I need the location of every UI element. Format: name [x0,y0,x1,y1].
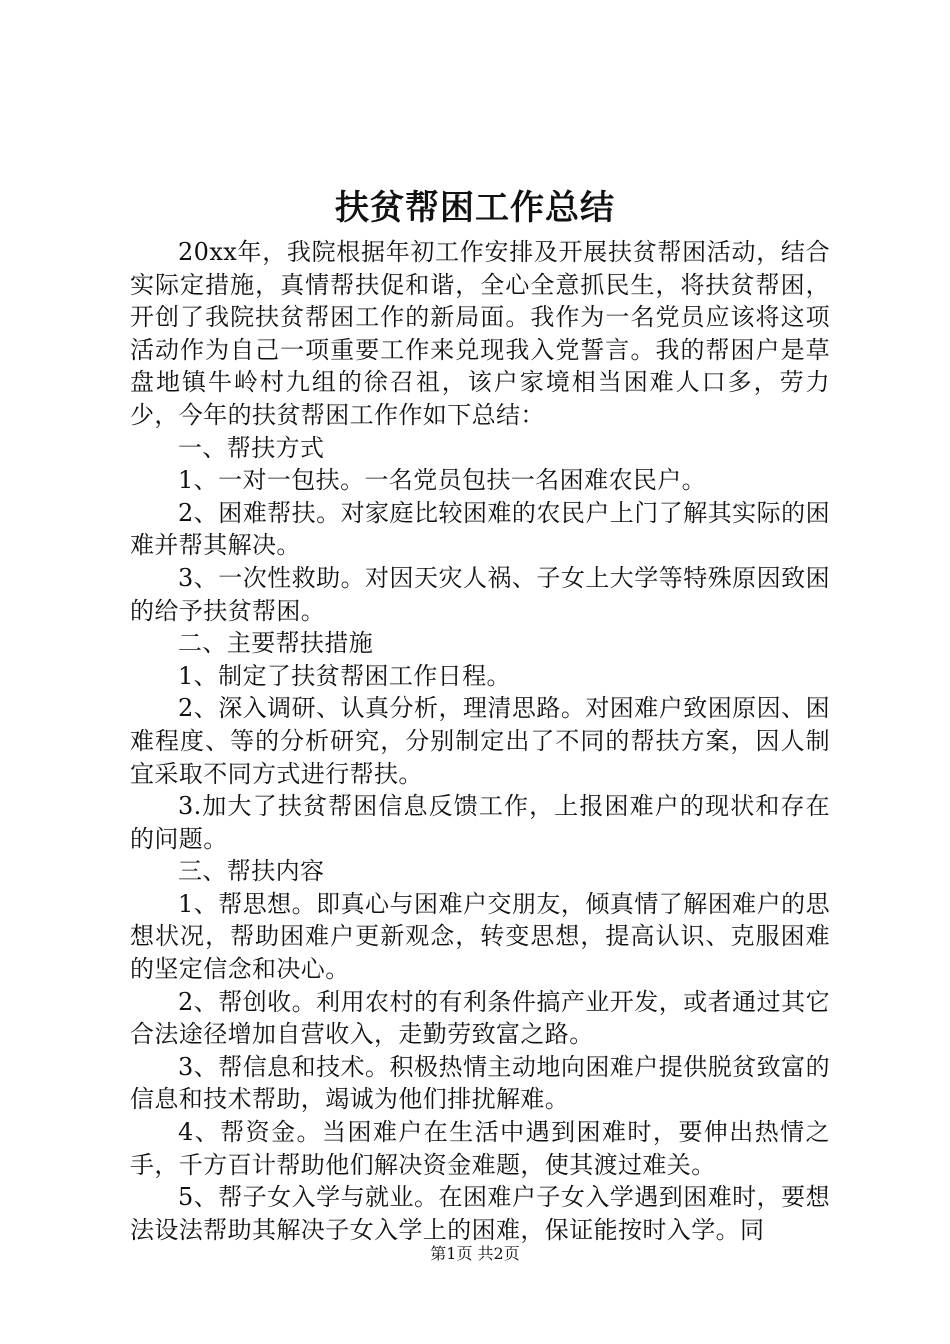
paragraph-item: 1、一对一包扶。一名党员包扶一名困难农民户。 [178,466,707,495]
paragraph-item: 2、困难帮扶。对家庭比较困难的农民户上门了解其实际的困难并帮其解决。 [130,498,830,560]
section-heading-3: 三、帮扶内容 [178,857,325,886]
paragraph-item: 2、帮创收。利用农村的有利条件搞产业开发，或者通过其它合法途径增加自营收入，走勤劳致富之路。 [130,987,830,1049]
paragraph-item: 1、帮思想。即真心与困难户交朋友，倾真情了解困难户的思想状况，帮助困难户更新观念，转变思想，提高认识、克服困难的坚定信念和决心。 [130,889,830,984]
paragraph-item: 2、深入调研、认真分析，理清思路。对困难户致困原因、困难程度、等的分析研究，分别制定出了不同的帮扶方案，因人制宜采取不同方式进行帮扶。 [130,694,830,788]
paragraph-item: 3.加大了扶贫帮困信息反馈工作，上报困难户的现状和存在的问题。 [130,792,830,853]
paragraph-item: 5、帮子女入学与就业。在困难户子女入学遇到困难时，要想法设法帮助其解决子女入学上的困难，保证能按时入学。同 [130,1183,830,1244]
paragraph-item: 1、制定了扶贫帮困工作日程。 [178,661,511,690]
paragraph-item: 4、帮资金。当困难户在生活中遇到困难时，要伸出热情之手，千方百计帮助他们解决资金难题，使其渡过难关。 [130,1118,830,1179]
document-body [130,236,830,1246]
page-number-footer: 第1页 共2页 [430,1244,520,1263]
paragraph-intro: 20xx年，我院根据年初工作安排及开展扶贫帮困活动，结合实际定措施，真情帮扶促和谐，全心全意抓民生，将扶贫帮困，开创了我院扶贫帮困工作的新局面。我作为一名党员应该将这项活动作为自己一项重要工作来兑现我入党誓言。我的帮困户是草盘地镇牛岭村九组的徐召祖，该户家境相当困难人口多，劳力少，今年的扶贫帮困工作作如下总结： [130,238,830,429]
paragraph-item: 3、一次性救助。对因天灾人祸、子女上大学等特殊原因致困的给予扶贫帮困。 [130,563,830,625]
section-heading-2: 二、主要帮扶措施 [178,629,374,658]
section-heading-1: 一、帮扶方式 [178,433,325,462]
paragraph-item: 3、帮信息和技术。积极热情主动地向困难户提供脱贫致富的信息和技术帮助，竭诚为他们排扰解难。 [130,1052,830,1114]
document-title: 扶贫帮困工作总结 [335,188,615,228]
